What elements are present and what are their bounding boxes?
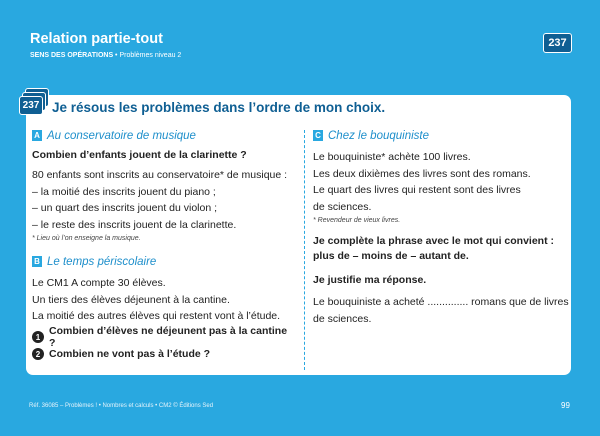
left-column [32, 128, 296, 363]
section-a-line: – la moitié des inscrits jouent du piano ; [32, 185, 216, 198]
question-number-2: 2 [32, 348, 44, 360]
section-c-text [313, 149, 563, 215]
question-number-1: 1 [32, 331, 44, 343]
section-b-questions [32, 325, 296, 363]
section-c-line: Le bouquiniste* achète 100 livres. [313, 151, 471, 163]
badge-sheet-front: 237 [19, 96, 43, 115]
section-c-line: Le quart des livres qui restent sont des livres [313, 184, 521, 196]
section-b-question-1 [32, 325, 296, 349]
exercise-title: Je résous les problèmes dans l’ordre de mon choix. [52, 100, 386, 115]
page-title: Relation partie-tout [30, 31, 163, 47]
footer-reference: Réf. 36085 – Problèmes ! • Nombres et calculs • CM2 © Éditions Sed [29, 403, 214, 409]
section-a-letter: A [32, 130, 42, 141]
section-a-line: – un quart des inscrits jouent du violon ; [32, 202, 218, 214]
answer-line: de sciences. [313, 312, 372, 325]
section-c-instruction [313, 234, 563, 264]
section-a-text [32, 167, 296, 233]
instruction-line: plus de – moins de – autant de. [313, 250, 469, 262]
section-b-line: La moitié des autres élèves qui restent vont à l’étude. [32, 310, 281, 322]
section-b-line: Le CM1 A compte 30 élèves. [32, 277, 166, 289]
section-a-line: 80 enfants sont inscrits au conservatoire* de musique : [32, 169, 288, 181]
answer-line: Le bouquiniste a acheté .............. romans que de livres [313, 296, 569, 308]
section-b-text [32, 275, 296, 325]
section-b-title: Le temps périscolaire [47, 255, 157, 268]
section-a-heading [32, 128, 296, 143]
exercise-number-badge [19, 88, 50, 122]
footer-page-number: 99 [561, 401, 570, 410]
section-c-footnote: * Revendeur de vieux livres. [313, 217, 401, 224]
section-b-letter: B [32, 256, 42, 267]
instruction-line: Je complète la phrase avec le mot qui convient : [313, 235, 554, 247]
right-column [313, 128, 569, 327]
section-c-answer [313, 294, 569, 327]
section-c-heading [313, 128, 563, 143]
page-number-badge: 237 [543, 33, 572, 53]
section-a-question: Combien d’enfants jouent de la clarinette ? [32, 149, 247, 161]
section-c-letter: C [313, 130, 323, 141]
section-c-justify: Je justifie ma réponse. [313, 274, 427, 286]
subtitle-level: • Problèmes niveau 2 [113, 52, 182, 59]
column-divider [304, 130, 305, 370]
section-a-footnote: * Lieu où l’on enseigne la musique. [32, 235, 141, 242]
section-c-title: Chez le bouquiniste [328, 129, 430, 142]
section-a-title: Au conservatoire de musique [47, 129, 196, 142]
section-b-line: Un tiers des élèves déjeunent à la cantine. [32, 293, 230, 306]
question-text: Combien ne vont pas à l’étude ? [49, 348, 211, 360]
section-c-line: Les deux dixièmes des livres sont des romans. [313, 167, 531, 180]
section-c-line: de sciences. [313, 200, 372, 213]
question-text: Combien d’élèves ne déjeunent pas à la cantine ? [48, 325, 288, 349]
subtitle-category: SENS DES OPÉRATIONS [30, 52, 114, 59]
section-b-heading [32, 254, 296, 269]
page-subtitle [30, 52, 181, 59]
section-a-line: – le reste des inscrits jouent de la clarinette. [32, 218, 237, 231]
